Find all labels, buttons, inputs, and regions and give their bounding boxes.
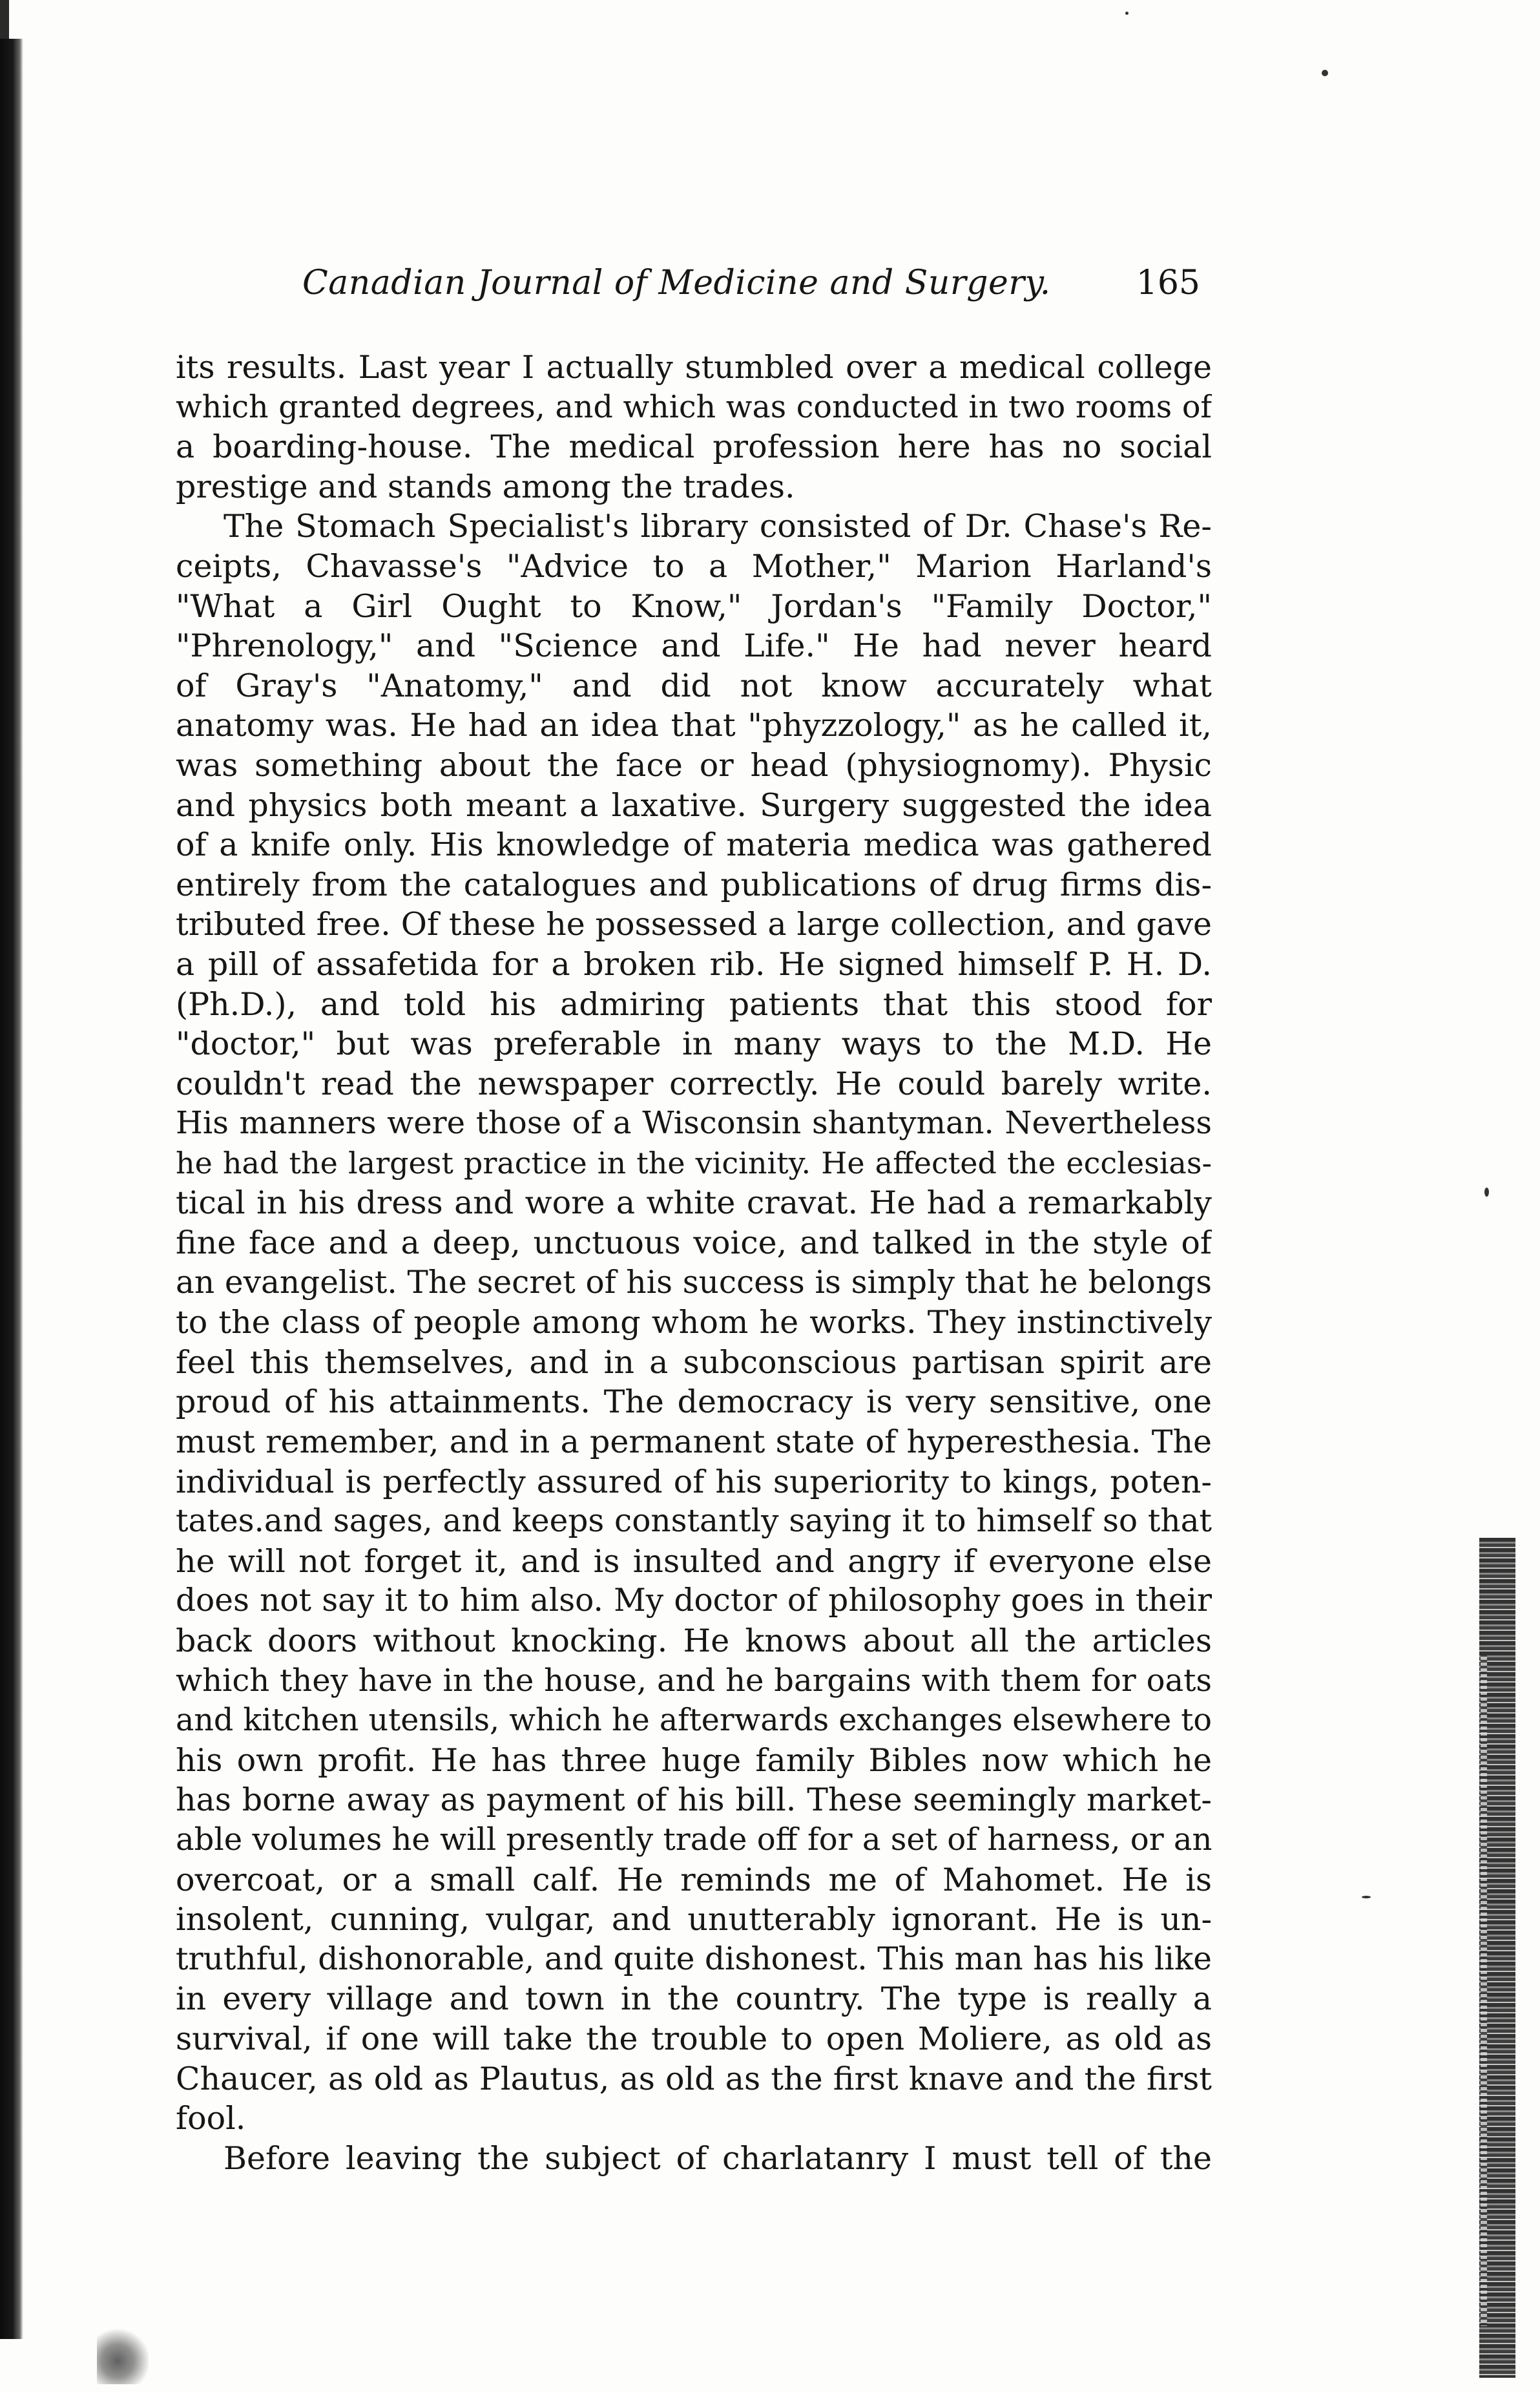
text-line: fool.	[176, 2100, 246, 2137]
ink-speck	[1362, 1896, 1371, 1898]
text-line: was something about the face or head (physiognomy). Physic	[176, 746, 1212, 784]
page-header	[302, 260, 1200, 306]
text-line: proud of his attainments. The democracy is very sensitive, one	[176, 1383, 1212, 1421]
text-line: individual is perfectly assured of his superiority to kings, poten-	[176, 1463, 1212, 1500]
text-line: which they have in the house, and he bargains with them for oats	[176, 1662, 1212, 1699]
text-line: his own profit. He has three huge family Bibles now which he	[176, 1741, 1212, 1779]
binding-edge	[0, 39, 23, 2339]
text-line: truthful, dishonorable, and quite dishonest. This man has his like	[176, 1940, 1212, 1977]
text-line: an evangelist. The secret of his success is simply that he belongs	[176, 1264, 1212, 1301]
page-number: 165	[1136, 264, 1200, 302]
ink-smudge	[97, 2326, 149, 2384]
text-line: and kitchen utensils, which he afterwards exchanges elsewhere to	[176, 1703, 1212, 1739]
text-line: Before leaving the subject of charlatanry I must tell of the	[224, 2139, 1212, 2177]
text-line: "doctor," but was preferable in many ways to the M.D. He	[176, 1025, 1212, 1063]
text-line: to the class of people among whom he works. They instinctively	[176, 1304, 1212, 1341]
text-line: its results. Last year I actually stumbled over a medical college	[176, 349, 1212, 386]
text-line: must remember, and in a permanent state of hyperesthesia. The	[176, 1423, 1212, 1461]
text-line: able volumes he will presently trade off for a set of harness, or an	[176, 1821, 1212, 1858]
running-title: Canadian Journal of Medicine and Surgery.	[302, 264, 1051, 302]
ink-speck	[1125, 12, 1129, 15]
text-line: a boarding-house. The medical profession here has no social	[176, 428, 1212, 466]
text-line: back doors without knocking. He knows about all the articles	[176, 1622, 1212, 1659]
text-line: and physics both meant a laxative. Surgery suggested the idea	[176, 786, 1212, 824]
text-line: of a knife only. His knowledge of materia medica was gathered	[176, 826, 1212, 864]
text-line: "What a Girl Ought to Know," Jordan's "Family Doctor,"	[176, 587, 1212, 625]
text-line: has borne away as payment of his bill. These seemingly market-	[176, 1781, 1212, 1819]
text-line: a pill of assafetida for a broken rib. He signed himself P. H. D.	[176, 945, 1212, 983]
text-line: tributed free. Of these he possessed a large collection, and gave	[176, 906, 1212, 943]
text-line: does not say it to him also. My doctor of philosophy goes in their	[176, 1582, 1212, 1619]
text-line: "Phrenology," and "Science and Life." He had never heard	[176, 627, 1212, 665]
text-line: survival, if one will take the trouble to open Moliere, as old as	[176, 2020, 1212, 2057]
text-line: he will not forget it, and is insulted and angry if everyone else	[176, 1542, 1212, 1580]
text-line: of Gray's "Anatomy," and did not know accurately what	[176, 667, 1212, 704]
text-line: ceipts, Chavasse's "Advice to a Mother," Marion Harland's	[176, 547, 1212, 585]
text-line: The Stomach Specialist's library consisted of Dr. Chase's Re-	[224, 508, 1212, 545]
text-line: couldn't read the newspaper correctly. He could barely write.	[176, 1065, 1212, 1102]
text-line: he had the largest practice in the vicinity. He affected the ecclesias-	[176, 1145, 1212, 1180]
ink-speck	[1484, 1188, 1489, 1197]
text-line: overcoat, or a small calf. He reminds me of Mahomet. He is	[176, 1861, 1212, 1898]
text-line: (Ph.D.), and told his admiring patients that this stood for	[176, 985, 1212, 1023]
text-line: entirely from the catalogues and publications of drug firms dis-	[176, 866, 1212, 903]
text-line: fine face and a deep, unctuous voice, and talked in the style of	[176, 1224, 1212, 1262]
text-line: feel this themselves, and in a subconscious partisan spirit are	[176, 1343, 1212, 1381]
text-line: tates.and sages, and keeps constantly saying it to himself so that	[176, 1503, 1212, 1540]
text-line: tical in his dress and wore a white cravat. He had a remarkably	[176, 1184, 1212, 1222]
text-line: prestige and stands among the trades.	[176, 468, 795, 505]
body-text	[176, 348, 1212, 2178]
ink-speck	[1322, 70, 1328, 76]
text-line: Chaucer, as old as Plautus, as old as the first knave and the first	[176, 2060, 1212, 2097]
text-line: His manners were those of a Wisconsin shantyman. Nevertheless	[176, 1105, 1212, 1142]
torn-right-margin-strip	[1481, 1654, 1487, 2326]
text-line: insolent, cunning, vulgar, and unutterably ignorant. He is un-	[176, 1901, 1212, 1938]
text-line: in every village and town in the country. The type is really a	[176, 1980, 1212, 2018]
text-line: anatomy was. He had an idea that "phyzzology," as he called it,	[176, 707, 1212, 744]
text-line: which granted degrees, and which was conducted in two rooms of	[176, 389, 1212, 425]
